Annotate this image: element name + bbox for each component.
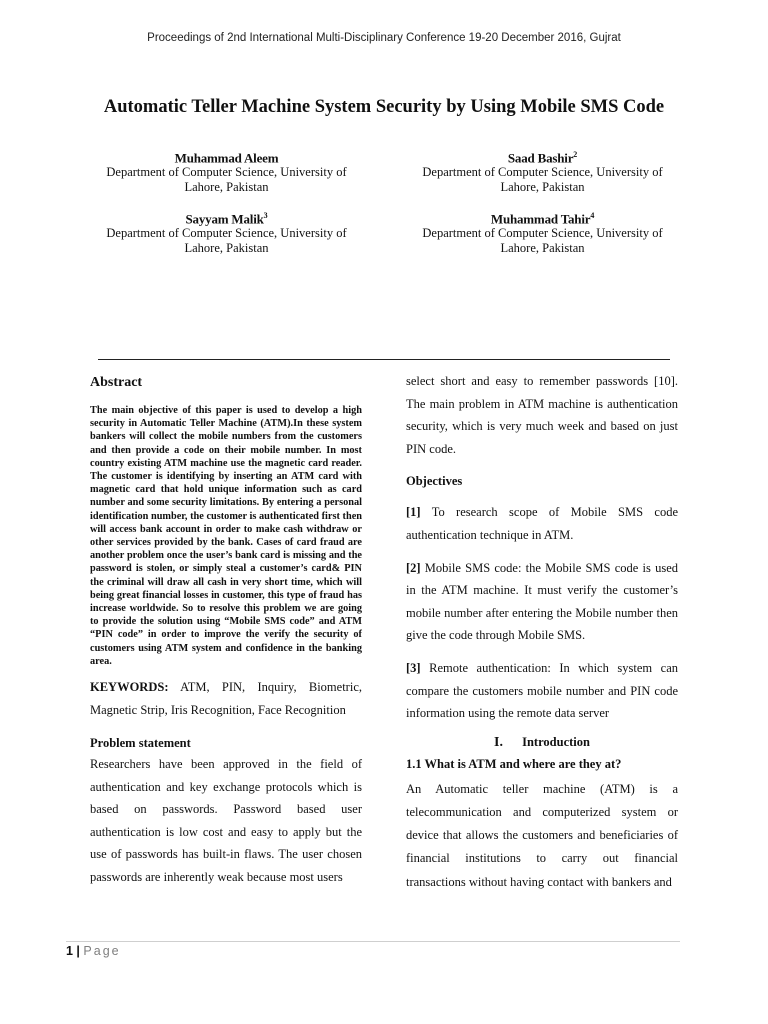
- keywords-text: ATM, PIN, Inquiry, Biometric, Magnetic Strip, Iris Recognition, Face Recognition: [90, 680, 362, 718]
- objective-item: [3] Remote authentication: In which system can compare the customers mobile number and PIN code information using the remote data server: [406, 660, 678, 721]
- author-block-2: [406, 147, 679, 195]
- paper-title: Automatic Teller Machine System Security by Using Mobile SMS Code: [103, 97, 665, 117]
- author-name: Muhammad Aleem: [174, 150, 279, 166]
- left-column: [90, 375, 362, 889]
- keywords: [90, 676, 362, 722]
- author-affiliation: Department of Computer Science, University of: [422, 226, 663, 241]
- page-label: Page: [83, 944, 121, 958]
- section-number: I.: [494, 734, 503, 750]
- author-block-3: [90, 208, 363, 256]
- subsection-heading: 1.1 What is ATM and where are they at?: [406, 756, 622, 771]
- author-affiliation: Lahore, Pakistan: [184, 241, 269, 256]
- section-title: Introduction: [522, 734, 590, 749]
- author-block-4: [406, 208, 679, 256]
- abstract-body: The main objective of this paper is used to develop a high security in Automatic Teller Machine (ATM).In these system bankers will collect the mobile numbers from the customers and then provide a code on their mobile number. In most country existing ATM machine use the magnetic card reader. The customer is identifying by inserting an ATM card with magnetic card that hold unique information such as card number and some security limitations. By entering a personal identification number, the customer is authenticated first then will access bank account in order to make cash withdraw or other services provided by the bank. Cases of card fraud are another problem once the user’s bank card is missing and the password is stolen, or simply steal a customer’s card& PIN the criminal will draw all cash in very short time, which will being great financial losses in customer, this type of fraud has increase worldwide. So to resolve this problem we are going to provide the solution using “Mobile SMS code” and ATM “PIN code” in order to improve the verify the security of customers using ATM system and confidence in the banking area.: [90, 405, 362, 667]
- author-name: Muhammad Tahir$^4$: [490, 211, 595, 227]
- continuation-text: select short and easy to remember passwords [10]. The main problem in ATM machine is authentication security, which is very much week and based on just PIN code.: [406, 374, 678, 456]
- problem-heading: Problem statement: [90, 736, 191, 751]
- author-affiliation: Lahore, Pakistan: [184, 180, 269, 195]
- objective-item: [1] To research scope of Mobile SMS code authentication technique in ATM.: [406, 505, 678, 542]
- section-heading: [406, 735, 678, 751]
- author-name: Sayyam Malik$^3$: [185, 211, 268, 227]
- objectives-heading: Objectives: [406, 474, 463, 489]
- author-affiliation: Department of Computer Science, University of: [106, 165, 347, 180]
- objective-item: [2] Mobile SMS code: the Mobile SMS code is used in the ATM machine. It must verify the customer’s mobile number after entering the Mobile number then give the code through Mobile SMS.: [406, 560, 678, 643]
- header-divider: [98, 359, 670, 360]
- intro-body: An Automatic teller machine (ATM) is a telecommunication and computerized system or device that allows the customers and beneficiaries of financial institutions to carry out financial transactions without having contact with bankers and: [406, 781, 678, 889]
- page-separator: |: [72, 944, 84, 958]
- abstract-heading: Abstract: [90, 375, 143, 390]
- author-affiliation: Department of Computer Science, University of: [106, 226, 347, 241]
- author-affiliation: Lahore, Pakistan: [500, 241, 585, 256]
- page-footer: [66, 944, 121, 958]
- right-column: [406, 370, 678, 894]
- running-header: Proceedings of 2nd International Multi-Disciplinary Conference 19-20 December 2016, Gujrat: [147, 32, 621, 44]
- author-name: Saad Bashir$^2$: [507, 150, 578, 166]
- keywords-label: KEYWORDS:: [90, 680, 169, 695]
- problem-body: Researchers have been approved in the field of authentication and key exchange protocols which is based on passwords. Password based user authentication is low cost and easy to apply but the use of passwords has built-in flaws. The user chosen passwords are inherently weak because most users: [90, 757, 362, 885]
- page-number: 1: [66, 944, 73, 958]
- footer-divider: [66, 941, 680, 942]
- author-block-1: [90, 147, 363, 195]
- author-affiliation: Department of Computer Science, University of: [422, 165, 663, 180]
- author-affiliation: Lahore, Pakistan: [500, 180, 585, 195]
